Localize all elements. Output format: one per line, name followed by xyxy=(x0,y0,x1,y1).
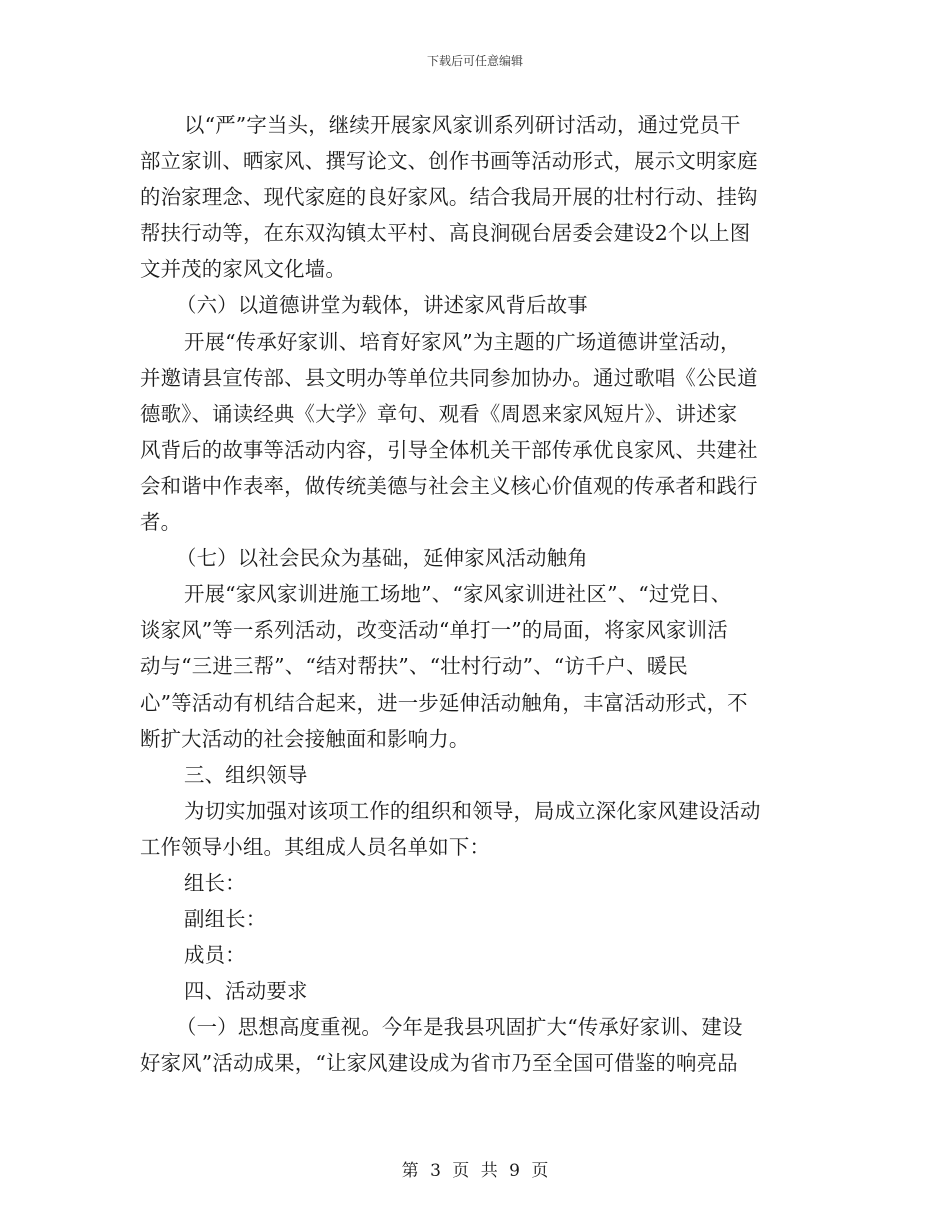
paragraph-line: （一）思想高度重视。今年是我县巩固扩大“传承好家训、建设 xyxy=(176,1015,743,1040)
paragraph-line: 德歌》、诵读经典《大学》章句、观看《周恩来家风短片》、讲述家 xyxy=(140,401,738,426)
page-footer xyxy=(0,1156,950,1181)
page-number-total: 9 xyxy=(509,1161,520,1181)
paragraph-line: 的治家理念、现代家庭的良好家风。结合我局开展的壮村行动、挂钩 xyxy=(140,185,758,210)
page-number-current: 3 xyxy=(430,1161,441,1181)
paragraph-line: 开展“传承好家训、培育好家风”为主题的广场道德讲堂活动， xyxy=(184,329,741,354)
paragraph-line: 动与“三进三帮”、“结对帮扶”、“壮村行动”、“访千户、暖民 xyxy=(140,654,688,679)
paragraph-line: 会和谐中作表率，做传统美德与社会主义核心价值观的传承者和践行 xyxy=(140,473,758,498)
paragraph-line: 者。 xyxy=(140,510,182,535)
page-number-mid: 页 xyxy=(452,1161,470,1181)
paragraph-line: 好家风”活动成果，“让家风建设成为省市乃至全国可借鉴的响亮品 xyxy=(140,1051,738,1076)
paragraph-line: 帮扶行动等，在东双沟镇太平村、高良涧砚台居委会建设2个以上图 xyxy=(140,221,751,246)
paragraph-line: 风背后的故事等活动内容，引导全体机关干部传承优良家风、共建社 xyxy=(140,437,758,462)
paragraph-line: 心”等活动有机结合起来，进一步延伸活动触角，丰富活动形式，不 xyxy=(140,690,748,715)
paragraph-line: 断扩大活动的社会接触面和影响力。 xyxy=(140,726,470,751)
role-label-members: 成员： xyxy=(184,943,246,968)
paragraph-line: 部立家训、晒家风、撰写论文、创作书画等活动形式，展示文明家庭 xyxy=(140,149,758,174)
paragraph-line: 开展“家风家训进施工场地”、“家风家训进社区”、“过党日、 xyxy=(184,582,732,607)
section-heading: 四、活动要求 xyxy=(184,979,308,1004)
paragraph-line: 并邀请县宣传部、县文明办等单位共同参加协办。通过歌唱《公民道 xyxy=(140,365,758,390)
page-header-note: 下载后可任意编辑 xyxy=(426,54,523,68)
section-heading: （六）以道德讲堂为载体，讲述家风背后故事 xyxy=(176,293,588,318)
paragraph-line: 文并茂的家风文化墙。 xyxy=(140,257,346,282)
role-label-deputy: 副组长： xyxy=(184,907,267,932)
paragraph-line: 以“严”字当头，继续开展家风家训系列研讨活动，通过党员干 xyxy=(184,113,741,137)
paragraph-line: 谈家风”等一系列活动，改变活动“单打一”的局面，将家风家训活 xyxy=(140,618,728,643)
section-heading: （七）以社会民众为基础，延伸家风活动触角 xyxy=(176,546,588,571)
role-label-leader: 组长： xyxy=(184,870,246,895)
page-number-prefix: 第 xyxy=(401,1161,419,1181)
paragraph-line: 为切实加强对该项工作的组织和领导，局成立深化家风建设活动 xyxy=(184,798,761,823)
paragraph-line: 工作领导小组。其组成人员名单如下： xyxy=(140,834,491,859)
document-body xyxy=(140,107,798,1082)
page-number-total-label: 共 xyxy=(480,1161,498,1181)
section-heading: 三、组织领导 xyxy=(184,762,308,787)
page-number-suffix: 页 xyxy=(531,1161,549,1181)
